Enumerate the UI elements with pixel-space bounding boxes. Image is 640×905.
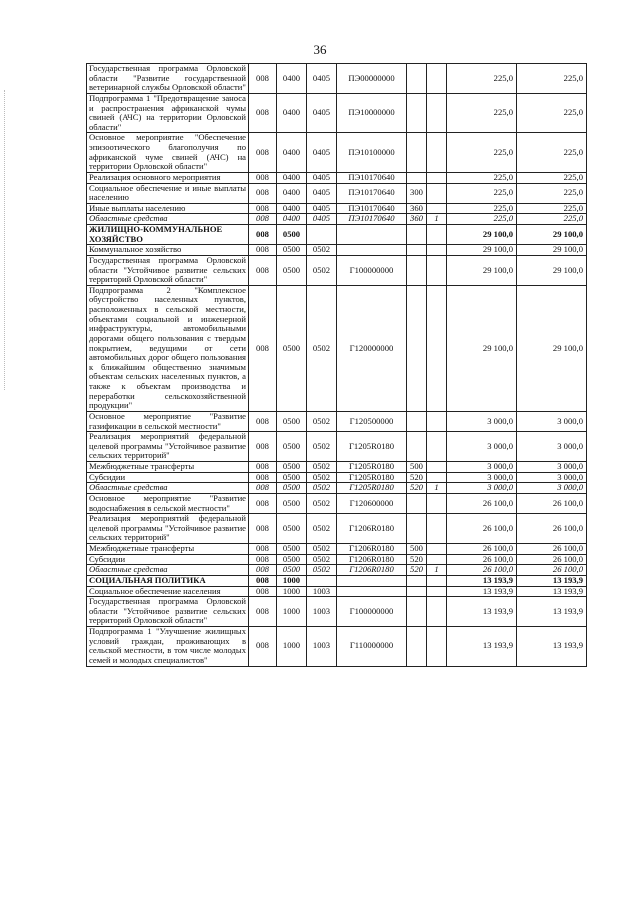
- row-sum-year2: 3 000,0: [517, 432, 587, 462]
- row-source-mark: 1: [427, 483, 447, 494]
- row-grbs-code: 008: [249, 597, 277, 627]
- row-target-article: Г1205R0180: [337, 483, 407, 494]
- table-row: [87, 183, 587, 203]
- row-sum-year1: 3 000,0: [447, 483, 517, 494]
- row-grbs-code: 008: [249, 586, 277, 597]
- row-expense-type: 500: [407, 544, 427, 555]
- row-sum-year1: 225,0: [447, 93, 517, 133]
- table-row: [87, 93, 587, 133]
- row-sum-year1: 225,0: [447, 172, 517, 183]
- table-row: [87, 493, 587, 513]
- row-source-mark: [427, 514, 447, 544]
- row-source-mark: [427, 172, 447, 183]
- row-expense-type: [407, 493, 427, 513]
- table-row: [87, 544, 587, 555]
- row-subsection-code: 0502: [307, 472, 337, 483]
- row-subsection-code: 0502: [307, 483, 337, 494]
- row-target-article: ПЭ10170640: [337, 203, 407, 214]
- row-source-mark: [427, 432, 447, 462]
- row-name: Подпрограмма 2 "Комплексное обустройство населенных пунктов, расположенных в сельской местности, объектами социальной и инженерной инфраструктуры, автомобильными дорогами общего пользования с твердым покрытием, ведущими от сети автомобильных дорог общего пользования к ближайшим общественно значимым объектам сельских населенных пунктов, а также к объектам производства и переработки сельскохозяйственной продукции": [87, 285, 249, 411]
- row-sum-year2: 13 193,9: [517, 627, 587, 667]
- row-grbs-code: 008: [249, 554, 277, 565]
- row-expense-type: [407, 575, 427, 586]
- row-expense-type: [407, 627, 427, 667]
- row-section-code: 0500: [277, 544, 307, 555]
- row-section-code: 0400: [277, 214, 307, 225]
- row-expense-type: [407, 432, 427, 462]
- row-source-mark: [427, 544, 447, 555]
- row-section-code: 0400: [277, 93, 307, 133]
- table-row: [87, 472, 587, 483]
- row-section-code: 0500: [277, 285, 307, 411]
- row-grbs-code: 008: [249, 172, 277, 183]
- row-sum-year2: 225,0: [517, 64, 587, 94]
- row-section-code: 0400: [277, 64, 307, 94]
- page-number: 36: [313, 42, 327, 57]
- row-subsection-code: 0502: [307, 411, 337, 431]
- row-expense-type: [407, 64, 427, 94]
- row-section-code: 0500: [277, 245, 307, 256]
- row-subsection-code: 0502: [307, 285, 337, 411]
- row-name: СОЦИАЛЬНАЯ ПОЛИТИКА: [87, 575, 249, 586]
- row-source-mark: [427, 493, 447, 513]
- row-section-code: 0500: [277, 462, 307, 473]
- row-sum-year1: 13 193,9: [447, 627, 517, 667]
- row-sum-year1: 29 100,0: [447, 225, 517, 245]
- row-expense-type: [407, 255, 427, 285]
- row-section-code: 1000: [277, 597, 307, 627]
- row-target-article: Г1206R0180: [337, 565, 407, 576]
- row-name: Коммунальное хозяйство: [87, 245, 249, 256]
- row-target-article: ПЭ10170640: [337, 172, 407, 183]
- row-subsection-code: 0502: [307, 245, 337, 256]
- row-sum-year2: 13 193,9: [517, 597, 587, 627]
- row-sum-year2: 29 100,0: [517, 245, 587, 256]
- row-source-mark: [427, 225, 447, 245]
- row-sum-year2: 3 000,0: [517, 483, 587, 494]
- row-section-code: 0500: [277, 514, 307, 544]
- row-sum-year2: 26 100,0: [517, 565, 587, 576]
- table-row: [87, 411, 587, 431]
- row-sum-year2: 3 000,0: [517, 411, 587, 431]
- row-target-article: Г1205R0180: [337, 462, 407, 473]
- row-sum-year1: 13 193,9: [447, 575, 517, 586]
- row-grbs-code: 008: [249, 183, 277, 203]
- row-source-mark: [427, 245, 447, 256]
- row-name: Реализация мероприятий федеральной целевой программы "Устойчивое развитие сельских территорий": [87, 432, 249, 462]
- row-section-code: 0400: [277, 172, 307, 183]
- table-row: [87, 214, 587, 225]
- row-sum-year2: 26 100,0: [517, 493, 587, 513]
- row-sum-year1: 3 000,0: [447, 432, 517, 462]
- row-name: Подпрограмма 1 "Предотвращение заноса и распространения африканской чумы свиней (АЧС) на территории Орловской области": [87, 93, 249, 133]
- row-source-mark: [427, 575, 447, 586]
- row-source-mark: [427, 64, 447, 94]
- row-sum-year1: 3 000,0: [447, 411, 517, 431]
- row-section-code: 1000: [277, 586, 307, 597]
- row-expense-type: [407, 172, 427, 183]
- row-target-article: Г1206R0180: [337, 514, 407, 544]
- row-section-code: 0400: [277, 133, 307, 173]
- table-row: [87, 245, 587, 256]
- row-section-code: 0500: [277, 554, 307, 565]
- row-sum-year2: 225,0: [517, 133, 587, 173]
- row-name: Межбюджетные трансферты: [87, 462, 249, 473]
- row-source-mark: [427, 255, 447, 285]
- row-name: Областные средства: [87, 214, 249, 225]
- row-sum-year1: 225,0: [447, 183, 517, 203]
- row-source-mark: [427, 203, 447, 214]
- row-subsection-code: 0405: [307, 133, 337, 173]
- row-grbs-code: 008: [249, 255, 277, 285]
- row-sum-year1: 29 100,0: [447, 245, 517, 256]
- row-source-mark: [427, 462, 447, 473]
- row-target-article: Г1205R0180: [337, 432, 407, 462]
- row-name: Реализация основного мероприятия: [87, 172, 249, 183]
- table-row: [87, 514, 587, 544]
- row-source-mark: [427, 411, 447, 431]
- row-subsection-code: 0405: [307, 172, 337, 183]
- row-section-code: 0500: [277, 472, 307, 483]
- row-sum-year2: 225,0: [517, 214, 587, 225]
- table-row: [87, 462, 587, 473]
- row-subsection-code: 0405: [307, 64, 337, 94]
- row-target-article: Г120000000: [337, 285, 407, 411]
- row-section-code: 0500: [277, 411, 307, 431]
- table-row: [87, 203, 587, 214]
- margin-binding-marks: [4, 90, 6, 390]
- row-grbs-code: 008: [249, 627, 277, 667]
- row-source-mark: [427, 133, 447, 173]
- row-target-article: ПЭ10170640: [337, 183, 407, 203]
- row-target-article: [337, 575, 407, 586]
- row-expense-type: [407, 597, 427, 627]
- row-sum-year1: 29 100,0: [447, 285, 517, 411]
- row-sum-year2: 29 100,0: [517, 285, 587, 411]
- row-subsection-code: 1003: [307, 597, 337, 627]
- row-target-article: [337, 225, 407, 245]
- row-sum-year2: 29 100,0: [517, 225, 587, 245]
- row-sum-year2: 225,0: [517, 183, 587, 203]
- row-target-article: Г1206R0180: [337, 554, 407, 565]
- row-grbs-code: 008: [249, 285, 277, 411]
- row-sum-year1: 26 100,0: [447, 544, 517, 555]
- row-name: Иные выплаты населению: [87, 203, 249, 214]
- row-name: Подпрограмма 1 "Улучшение жилищных условий граждан, проживающих в сельской местности, в том числе молодых семей и молодых специалистов": [87, 627, 249, 667]
- row-name: Основное мероприятие "Обеспечение эпизоотического благополучия по африканской чуме свиней (АЧС) на территории Орловской области": [87, 133, 249, 173]
- row-grbs-code: 008: [249, 133, 277, 173]
- table-row: [87, 172, 587, 183]
- row-subsection-code: 0502: [307, 462, 337, 473]
- row-expense-type: [407, 225, 427, 245]
- row-grbs-code: 008: [249, 245, 277, 256]
- row-subsection-code: 0405: [307, 93, 337, 133]
- row-sum-year2: 26 100,0: [517, 514, 587, 544]
- row-expense-type: 360: [407, 214, 427, 225]
- row-sum-year1: 13 193,9: [447, 586, 517, 597]
- table-row: [87, 627, 587, 667]
- row-target-article: [337, 245, 407, 256]
- row-grbs-code: 008: [249, 64, 277, 94]
- row-source-mark: [427, 93, 447, 133]
- row-sum-year1: 225,0: [447, 214, 517, 225]
- row-name: Основное мероприятие "Развитие водоснабжения в сельской местности": [87, 493, 249, 513]
- row-grbs-code: 008: [249, 432, 277, 462]
- row-subsection-code: [307, 225, 337, 245]
- row-name: Субсидии: [87, 472, 249, 483]
- row-sum-year2: 29 100,0: [517, 255, 587, 285]
- row-section-code: 1000: [277, 575, 307, 586]
- row-sum-year1: 26 100,0: [447, 493, 517, 513]
- row-name: Реализация мероприятий федеральной целевой программы "Устойчивое развитие сельских территорий": [87, 514, 249, 544]
- row-subsection-code: 0502: [307, 493, 337, 513]
- row-sum-year2: 225,0: [517, 93, 587, 133]
- row-source-mark: [427, 285, 447, 411]
- row-expense-type: 520: [407, 472, 427, 483]
- row-sum-year2: 3 000,0: [517, 472, 587, 483]
- row-section-code: 0500: [277, 255, 307, 285]
- row-subsection-code: 0502: [307, 565, 337, 576]
- row-grbs-code: 008: [249, 493, 277, 513]
- row-expense-type: 520: [407, 483, 427, 494]
- row-sum-year1: 3 000,0: [447, 472, 517, 483]
- row-name: Областные средства: [87, 565, 249, 576]
- row-sum-year1: 225,0: [447, 133, 517, 173]
- row-sum-year1: 26 100,0: [447, 554, 517, 565]
- table-row: [87, 64, 587, 94]
- row-grbs-code: 008: [249, 514, 277, 544]
- row-expense-type: 520: [407, 554, 427, 565]
- row-section-code: 0500: [277, 225, 307, 245]
- row-sum-year2: 26 100,0: [517, 554, 587, 565]
- row-section-code: 1000: [277, 627, 307, 667]
- row-sum-year1: 26 100,0: [447, 565, 517, 576]
- row-sum-year1: 225,0: [447, 203, 517, 214]
- row-expense-type: 360: [407, 203, 427, 214]
- row-sum-year2: 13 193,9: [517, 586, 587, 597]
- row-name: Государственная программа Орловской области "Развитие государственной ветеринарной службы Орловской области": [87, 64, 249, 94]
- row-section-code: 0400: [277, 183, 307, 203]
- row-expense-type: [407, 586, 427, 597]
- row-source-mark: [427, 627, 447, 667]
- table-row: [87, 225, 587, 245]
- row-target-article: ПЭ00000000: [337, 64, 407, 94]
- row-target-article: [337, 586, 407, 597]
- row-grbs-code: 008: [249, 214, 277, 225]
- row-source-mark: 1: [427, 565, 447, 576]
- row-subsection-code: 0502: [307, 432, 337, 462]
- row-grbs-code: 008: [249, 225, 277, 245]
- row-subsection-code: 0405: [307, 183, 337, 203]
- row-subsection-code: 0502: [307, 544, 337, 555]
- row-expense-type: 500: [407, 462, 427, 473]
- row-subsection-code: 0405: [307, 214, 337, 225]
- table-row: [87, 483, 587, 494]
- row-grbs-code: 008: [249, 411, 277, 431]
- table-row: [87, 597, 587, 627]
- row-expense-type: [407, 245, 427, 256]
- row-target-article: ПЭ10000000: [337, 93, 407, 133]
- row-section-code: 0500: [277, 493, 307, 513]
- row-grbs-code: 008: [249, 544, 277, 555]
- row-section-code: 0500: [277, 432, 307, 462]
- row-source-mark: [427, 554, 447, 565]
- row-subsection-code: 0502: [307, 514, 337, 544]
- row-source-mark: [427, 586, 447, 597]
- row-sum-year1: 3 000,0: [447, 462, 517, 473]
- row-subsection-code: 1003: [307, 586, 337, 597]
- row-expense-type: 300: [407, 183, 427, 203]
- row-name: Социальное обеспечение и иные выплаты населению: [87, 183, 249, 203]
- row-sum-year1: 225,0: [447, 64, 517, 94]
- row-target-article: Г1205R0180: [337, 472, 407, 483]
- row-sum-year2: 225,0: [517, 203, 587, 214]
- row-section-code: 0400: [277, 203, 307, 214]
- row-subsection-code: 0502: [307, 554, 337, 565]
- row-subsection-code: 1003: [307, 627, 337, 667]
- row-grbs-code: 008: [249, 472, 277, 483]
- row-expense-type: [407, 133, 427, 173]
- row-source-mark: [427, 472, 447, 483]
- table-row: [87, 133, 587, 173]
- table-row: [87, 575, 587, 586]
- budget-table: [86, 63, 587, 667]
- row-source-mark: [427, 597, 447, 627]
- row-grbs-code: 008: [249, 203, 277, 214]
- row-name: Государственная программа Орловской области "Устойчивое развитие сельских территорий Орловской области": [87, 597, 249, 627]
- row-name: Основное мероприятие "Развитие газификации в сельской местности": [87, 411, 249, 431]
- row-sum-year1: 13 193,9: [447, 597, 517, 627]
- row-expense-type: [407, 514, 427, 544]
- row-target-article: Г120600000: [337, 493, 407, 513]
- row-source-mark: [427, 183, 447, 203]
- row-expense-type: [407, 411, 427, 431]
- row-target-article: Г100000000: [337, 597, 407, 627]
- table-row: [87, 554, 587, 565]
- row-grbs-code: 008: [249, 575, 277, 586]
- row-subsection-code: 0405: [307, 203, 337, 214]
- row-expense-type: [407, 285, 427, 411]
- row-sum-year2: 26 100,0: [517, 544, 587, 555]
- table-row: [87, 432, 587, 462]
- table-row: [87, 565, 587, 576]
- row-target-article: ПЭ10170640: [337, 214, 407, 225]
- row-name: Социальное обеспечение населения: [87, 586, 249, 597]
- row-grbs-code: 008: [249, 565, 277, 576]
- row-name: Субсидии: [87, 554, 249, 565]
- row-sum-year1: 29 100,0: [447, 255, 517, 285]
- table-row: [87, 586, 587, 597]
- row-subsection-code: 0502: [307, 255, 337, 285]
- row-name: Областные средства: [87, 483, 249, 494]
- row-name: Государственная программа Орловской области "Устойчивое развитие сельских территорий Орловской области": [87, 255, 249, 285]
- row-sum-year2: 3 000,0: [517, 462, 587, 473]
- row-subsection-code: [307, 575, 337, 586]
- table-row: [87, 255, 587, 285]
- row-sum-year1: 26 100,0: [447, 514, 517, 544]
- row-grbs-code: 008: [249, 483, 277, 494]
- row-target-article: Г120500000: [337, 411, 407, 431]
- row-grbs-code: 008: [249, 93, 277, 133]
- row-expense-type: [407, 93, 427, 133]
- row-expense-type: 520: [407, 565, 427, 576]
- row-section-code: 0500: [277, 483, 307, 494]
- row-target-article: Г1206R0180: [337, 544, 407, 555]
- row-name: ЖИЛИЩНО-КОММУНАЛЬНОЕ ХОЗЯЙСТВО: [87, 225, 249, 245]
- row-grbs-code: 008: [249, 462, 277, 473]
- row-source-mark: 1: [427, 214, 447, 225]
- row-sum-year2: 225,0: [517, 172, 587, 183]
- row-target-article: ПЭ10100000: [337, 133, 407, 173]
- row-name: Межбюджетные трансферты: [87, 544, 249, 555]
- row-target-article: Г110000000: [337, 627, 407, 667]
- row-sum-year2: 13 193,9: [517, 575, 587, 586]
- table-row: [87, 285, 587, 411]
- row-target-article: Г100000000: [337, 255, 407, 285]
- row-section-code: 0500: [277, 565, 307, 576]
